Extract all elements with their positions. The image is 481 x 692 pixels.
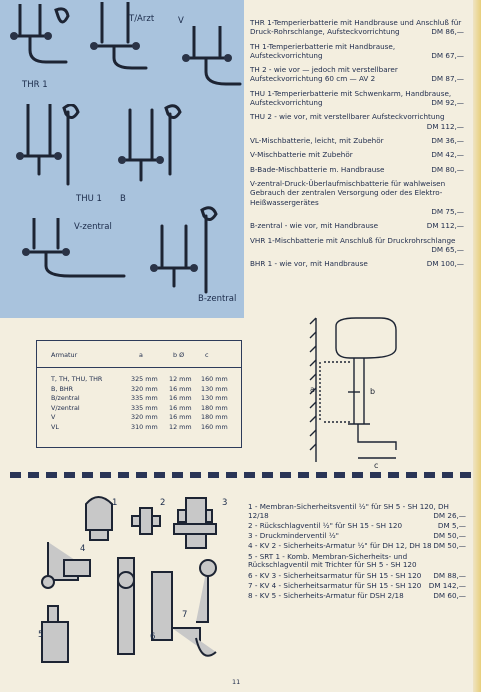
price-entry: BHR 1 - wie vor, mit Handbrause DM 100,— xyxy=(250,259,464,269)
valve-number-7: 7 xyxy=(182,610,188,620)
valve-number-6: 6 xyxy=(150,632,156,642)
diagram-label-c: c xyxy=(374,461,379,470)
label-thu1: THU 1 xyxy=(76,194,102,204)
price-entry: TH 2 - wie vor — jedoch mit verstellbarer Aufsteckvorrichtung 60 cm — AV 2 DM 87,— xyxy=(250,65,464,84)
table-header-c: c xyxy=(205,351,209,359)
table-cell: 320 mm xyxy=(131,413,158,422)
table-cell: 180 mm xyxy=(201,403,228,412)
valve-item: 3 - Druckminderventil ½" DM 50,— xyxy=(248,531,466,541)
table-cell: 130 mm xyxy=(201,384,228,393)
table-cell: V/zentral xyxy=(51,403,80,412)
valve-number-4: 4 xyxy=(80,544,86,554)
dimension-table xyxy=(36,340,242,448)
table-cell: 130 mm xyxy=(201,394,228,403)
price-entry: V-Mischbatterie mit Zubehör DM 42,— xyxy=(250,150,464,160)
valve-item: 2 - Rückschlagventil ½" für SH 15 - SH 120 DM 5,— xyxy=(248,520,466,530)
dashed-divider xyxy=(10,472,472,478)
table-cell: 12 mm xyxy=(169,375,192,383)
price-entry: VL-Mischbatterie, leicht, mit Zubehör DM 36,— xyxy=(250,135,464,145)
label-v: V xyxy=(178,16,184,26)
valve-item: 4 - KV 2 - Sicherheits-Armatur ½" für DH 12, DH 18 DM 50,— xyxy=(248,541,466,551)
table-header-b: b Ø xyxy=(173,351,185,359)
price-list xyxy=(250,18,464,274)
product-photo-panel xyxy=(0,0,244,318)
valve-item: 6 - KV 3 - Sicherheitsarmatur für SH 15 - SH 120 DM 88,— xyxy=(248,570,466,580)
table-cell: 16 mm xyxy=(169,403,192,412)
table-header-a: a xyxy=(139,351,143,359)
table-divider xyxy=(37,367,241,368)
label-thr1: THR 1 xyxy=(22,80,48,90)
price-entry: VHR 1-Mischbatterie mit Anschluß für Druckrohrschlange DM 65,— xyxy=(250,235,464,254)
label-bzentral: B-zentral xyxy=(198,294,237,304)
table-cell: 16 mm xyxy=(169,413,192,422)
table-cell: V xyxy=(51,413,56,422)
price-entry: THU 2 - wie vor, mit verstellbarer Aufsteckvorrichtung DM 112,— xyxy=(250,112,464,131)
price-entry: V-zentral-Druck-Überlaufmischbatterie für wahlweisen Gebrauch der zentralen Versorgung oder des Elektro-Heißwassergerätes DM 75,— xyxy=(250,179,464,216)
table-cell: 160 mm xyxy=(201,375,228,383)
price-entry: THR 1-Temperierbatterie mit Handbrause und Anschluß für Druck-Rohrschlange, Aufsteckvorrichtung DM 86,— xyxy=(250,18,464,37)
label-b: B xyxy=(120,194,126,204)
label-tarzt: T/Arzt xyxy=(129,14,155,24)
table-cell: 335 mm xyxy=(131,394,158,403)
fixture-thu1-illustration xyxy=(14,104,94,194)
price-entry: THU 1-Temperierbatterie mit Schwenkarm, Handbrause, Aufsteckvorrichtung DM 92,— xyxy=(250,88,464,107)
table-cell: 12 mm xyxy=(169,423,192,431)
label-vzentral: V-zentral xyxy=(74,222,112,232)
table-cell: 180 mm xyxy=(201,413,228,422)
valve-number-3: 3 xyxy=(222,498,228,508)
table-cell: T, TH, THU, THR xyxy=(51,375,103,383)
valve-item: 1 - Membran-Sicherheitsventil ½" für SH 5 - SH 120, DH 12/18 DM 26,— xyxy=(248,502,466,520)
fixture-bzentral-illustration xyxy=(142,206,238,306)
paper-edge xyxy=(473,0,481,692)
price-entry: B-Bade-Mischbatterie m. Handbrause DM 80,— xyxy=(250,164,464,174)
diagram-label-b: b xyxy=(370,387,376,396)
price-entry: TH 1-Temperierbatterie mit Handbrause, Aufsteckvorrichtung DM 67,— xyxy=(250,41,464,60)
table-header-armatur: Armatur xyxy=(51,351,78,359)
valve-item: 7 - KV 4 - Sicherheitsarmatur für SH 15 - SH 120 DM 142,— xyxy=(248,580,466,590)
table-cell: 335 mm xyxy=(131,403,158,412)
installation-diagram xyxy=(300,312,400,472)
table-cell: 16 mm xyxy=(169,384,192,393)
table-cell: 310 mm xyxy=(131,423,158,431)
table-cell: 325 mm xyxy=(131,375,158,383)
table-cell: 320 mm xyxy=(131,384,158,393)
fixture-b-illustration xyxy=(118,104,188,194)
fixture-thr1-illustration xyxy=(6,4,76,74)
table-cell: B, BHR xyxy=(51,384,74,393)
valve-item: 5 - SRT 1 - Komb. Membran-Sicherheits- und Rückschlagventil mit Trichter für SH 5 - SH 120 xyxy=(248,551,417,570)
table-cell: VL xyxy=(51,423,59,431)
table-cell: 16 mm xyxy=(169,394,192,403)
valve-number-5: 5 xyxy=(38,630,44,640)
table-cell: 160 mm xyxy=(201,423,228,431)
table-cell: B/zentral xyxy=(51,394,80,403)
fixture-v-illustration xyxy=(178,26,242,96)
valve-item: 8 - KV 5 - Sicherheits-Armatur für DSH 2/18 DM 60,— xyxy=(248,590,466,600)
valve-number-1: 1 xyxy=(112,498,118,508)
valves-illustration xyxy=(28,488,228,674)
price-entry: B-zentral - wie vor, mit Handbrause DM 112,— xyxy=(250,221,464,231)
diagram-label-a: a xyxy=(310,385,315,394)
valve-number-2: 2 xyxy=(160,498,166,508)
valve-price-list xyxy=(248,503,466,602)
page-number: 11 xyxy=(232,678,241,686)
